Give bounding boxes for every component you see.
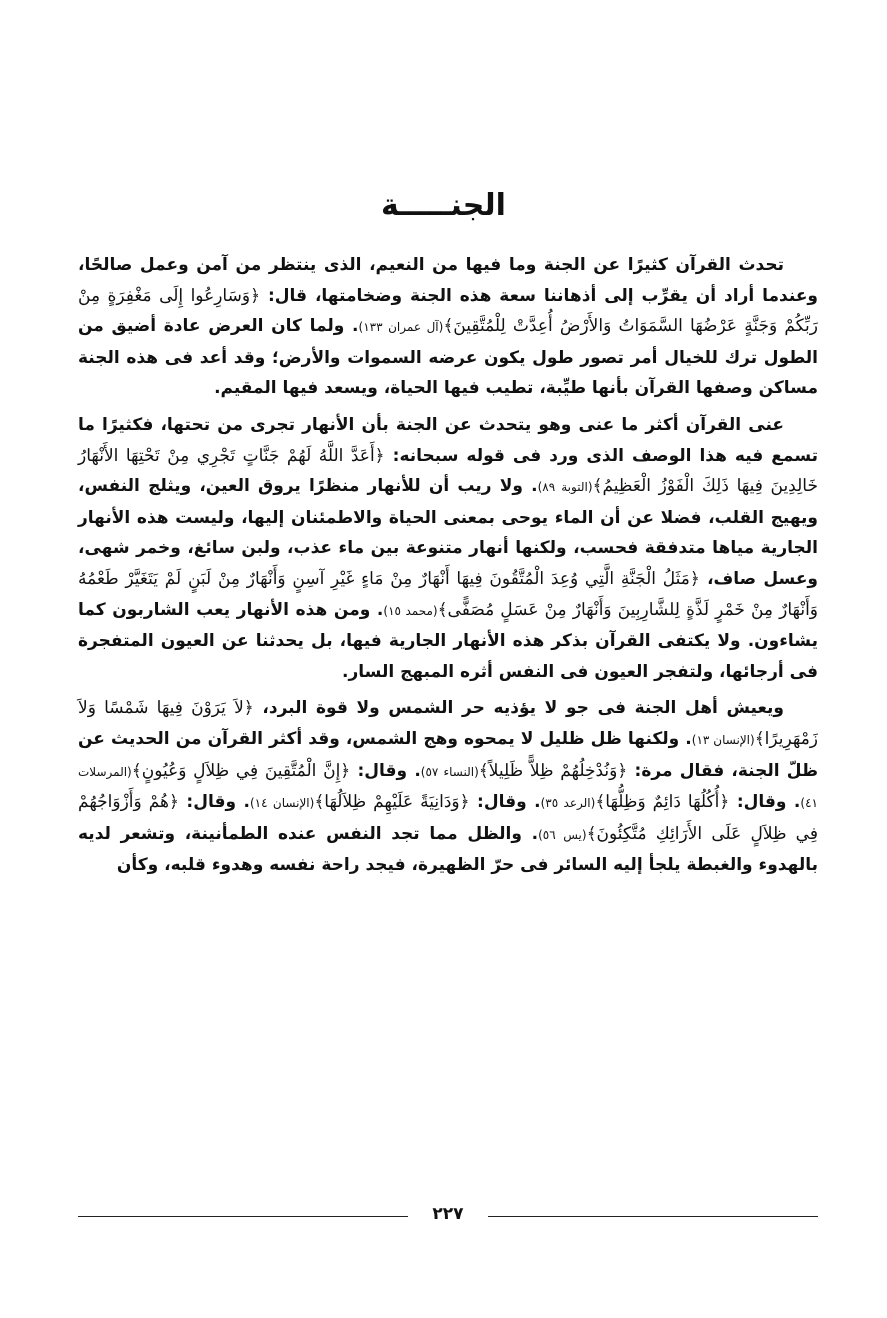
text-run: . وقال: xyxy=(729,792,801,813)
quran-verse: ﴿لاَ يَرَوْنَ فِيهَا شَمْسًا وَلاَ زَمْهَرِيرًا﴾ xyxy=(78,698,819,749)
verse-reference: (النساء ٥٧) xyxy=(420,764,479,779)
quran-verse: ﴿وَدَانِيَةً عَلَيْهِمْ ظِلاَلُهَا﴾ xyxy=(314,792,470,813)
text-run: عنى القرآن أكثر ما عنى وهو يتحدث عن الجنة بأن الأنهار تجرى من تحتها، فكثيرًا ما تسمع فيه هذا الوصف الذى ورد فى قوله سبحانه: xyxy=(78,414,818,466)
paragraph xyxy=(78,250,818,404)
page-footer xyxy=(78,1204,818,1228)
text-run: . وقال: xyxy=(469,792,541,813)
quran-verse: ﴿هُمْ وَأَزْوَاجُهُمْ فِي ظِلاَلٍ عَلَى الأَرَائِكِ مُتَّكِئُونَ﴾ xyxy=(78,792,818,844)
quran-verse: ﴿مَثَلُ الْجَنَّةِ الَّتِي وُعِدَ الْمُتَّقُونَ فِيهَا أَنْهَارٌ مِنْ مَاءٍ غَيْرِ آسِنٍ وَأَنْهَارٌ مِنْ لَبَنٍ لَمْ يَتَغَيَّرْ طَعْمُهُ وَأَنْهَارٌ مِنْ خَمْرٍ لَذَّةٍ لِلشَّارِبِينَ وَأَنْهَارٌ مِنْ عَسَلٍ مُصَفًّى﴾ xyxy=(78,568,819,620)
text-run: . وقال: xyxy=(350,760,421,781)
text-run: تحدث القرآن كثيرًا عن الجنة وما فيها من النعيم، الذى ينتظر من آمن وعمل صالحًا، وعندما أراد أن يقرِّب إلى أذهاننا سعة هذه الجنة وضخامتها، قال: xyxy=(78,255,818,306)
footer-rule xyxy=(78,1216,408,1217)
footer-rule xyxy=(488,1216,818,1217)
paragraph xyxy=(78,410,818,687)
quran-verse: ﴿وَنُدْخِلُهُمْ ظِلاًّ ظَلِيلاً﴾ xyxy=(478,760,628,781)
verse-reference: (يس ٥٦) xyxy=(538,827,587,842)
paragraph xyxy=(78,693,818,881)
text-run: ويعيش أهل الجنة فى جو لا يؤذيه حر الشمس ولا قوة البرد، xyxy=(253,698,785,719)
quran-verse: ﴿إِنَّ الْمُتَّقِينَ فِي ظِلاَلٍ وَعُيُونٍ﴾ xyxy=(131,760,351,781)
text-run: . ولكنها ظل ظليل لا يمحوه وهج الشمس، وقد أكثر القرآن من الحديث عن ظلّ الجنة، فقال مرة: xyxy=(78,728,818,781)
chapter-title: الجنـــــة xyxy=(381,188,506,224)
quran-verse: ﴿وَسَارِعُوا إِلَى مَغْفِرَةٍ مِنْ رَبِّكُمْ وَجَنَّةٍ عَرْضُهَا السَّمَوَاتُ وَالأَرْضُ أُعِدَّتْ لِلْمُتَّقِينَ﴾ xyxy=(78,285,818,337)
verse-reference: (الإنسان ١٣) xyxy=(691,732,755,747)
page-number: ٢٢٧ xyxy=(432,1204,464,1224)
text-run: . ومن هذه الأنهار يعب الشاربون كما يشاءون. ولا يكتفى القرآن بذكر هذه الأنهار الجارية فيها، بل يحدثنا عن العيون المتفجرة فى أرجائها، ولتفجر العيون فى النفس أثره المبهج السار. xyxy=(78,599,818,682)
quran-verse: ﴿أُكُلُهَا دَائِمٌ وَظِلُّهَا﴾ xyxy=(595,792,730,813)
quran-verse: ﴿أَعَدَّ اللَّهُ لَهُمْ جَنَّاتٍ تَجْرِي مِنْ تَحْتِهَا الأَنْهَارُ خَالِدِينَ فِيهَا ذَلِكَ الْفَوْزُ الْعَظِيمُ﴾ xyxy=(78,445,818,497)
body-text xyxy=(78,250,818,887)
verse-reference: (آل عمران ١٣٣) xyxy=(358,320,444,335)
verse-reference: (الرعد ٣٥) xyxy=(540,796,596,811)
verse-reference: (المرسلات ٤١) xyxy=(78,764,818,811)
verse-reference: (التوبة ٨٩) xyxy=(537,480,593,495)
verse-reference: (محمد ١٥) xyxy=(383,603,438,618)
text-run: . والظل مما تجد النفس عنده الطمأنينة، وتشعر لديه بالهدوء والغبطة يلجأ إليه السائر فى حرّ الظهيرة، فيجد راحة نفسه وهدوء قلبه، وكأن xyxy=(78,823,818,876)
text-run: . وقال: xyxy=(178,792,250,813)
verse-reference: (الإنسان ١٤) xyxy=(249,796,315,811)
text-run: . ولما كان العرض عادة أضيق من الطول ترك للخيال أمر تصور طول يكون عرضه السموات والأرض؛ وقد أعد فى هذه الجنة مساكن وصفها القرآن بأنها طيِّبة، تطيب فيها الحياة، ويسعد فيها المقيم. xyxy=(78,316,818,399)
text-run: . ولا ريب أن للأنهار منظرًا يروق العين، ويثلج النفس، ويهيج القلب، فضلا عن أن الماء يوحى بمعنى الحياة والاطمئنان إليها، وليست هذه الأنهار الجارية مياها متدفقة فحسب، ولكنها أنهار متنوعة بين ماء عذب، ولبن سائغ، وخمر شهى، وعسل صاف، xyxy=(78,476,818,589)
